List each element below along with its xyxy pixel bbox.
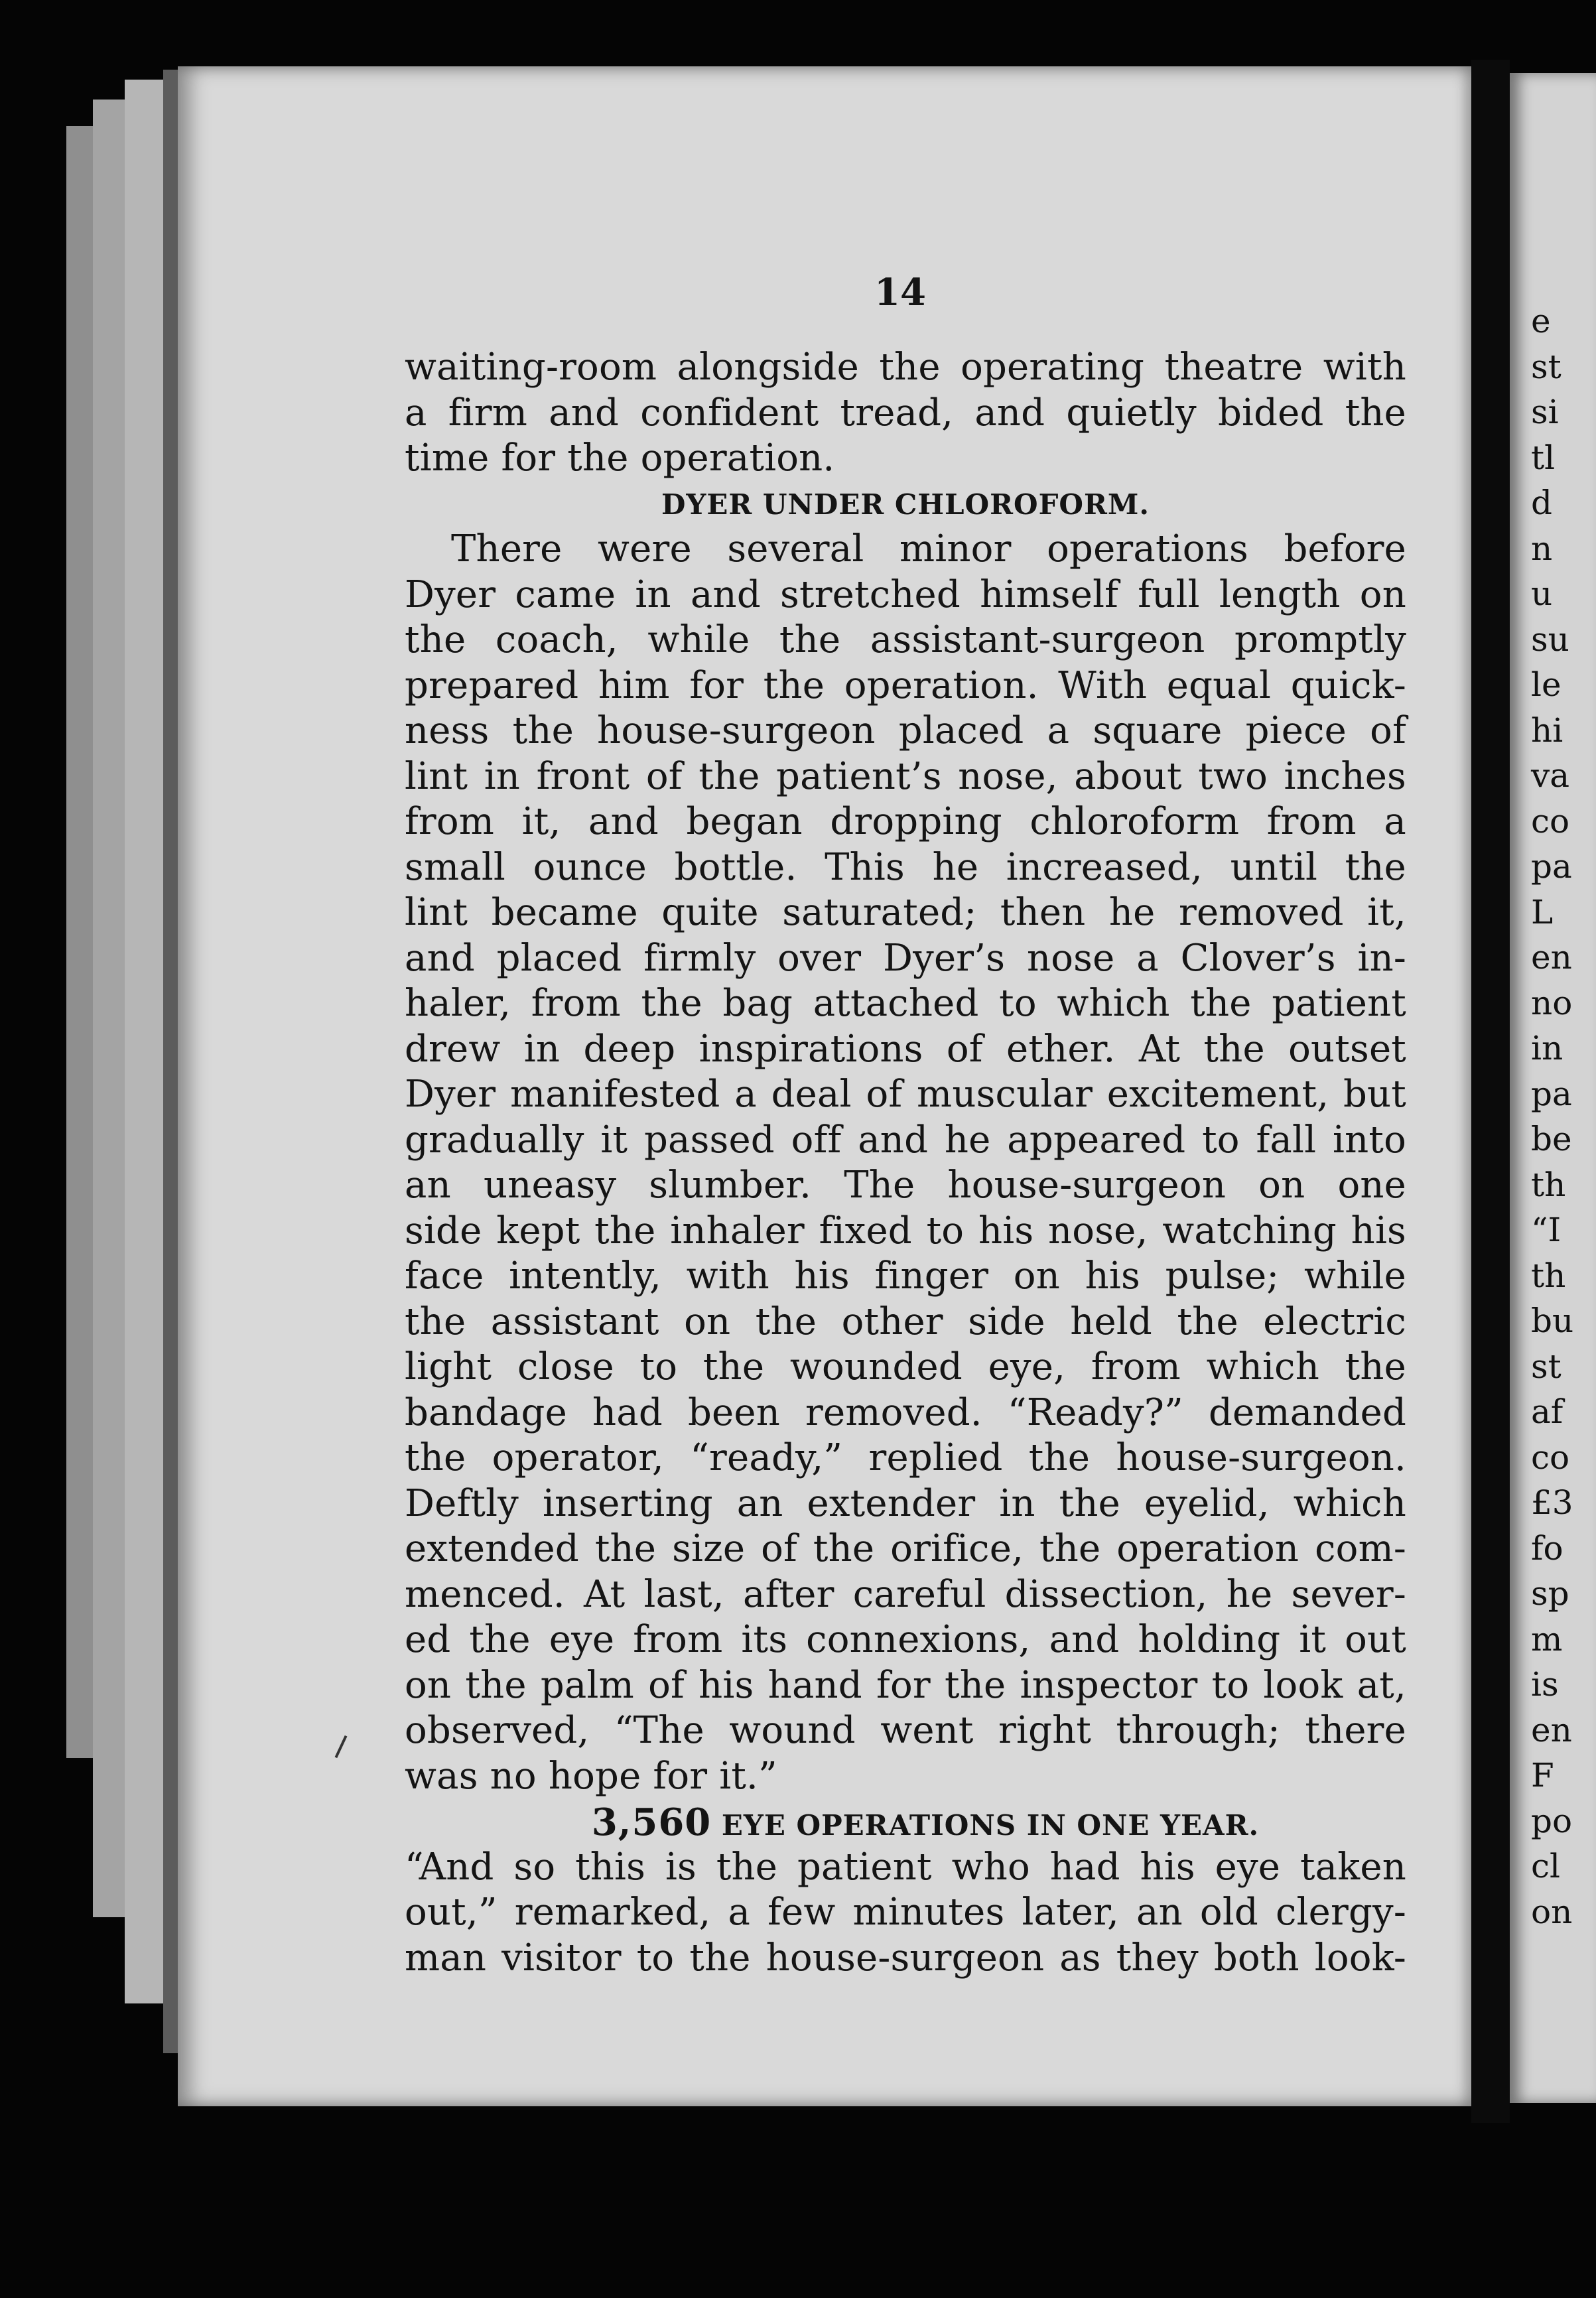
text-line: was no hope for it.” bbox=[405, 1754, 777, 1798]
facing-page-text: d bbox=[1531, 484, 1553, 522]
heading-number: 3,560 bbox=[591, 1800, 712, 1844]
text-line: and placed firmly over Dyer’s nose a Clover’s in- bbox=[405, 936, 1406, 980]
page-edge bbox=[125, 80, 168, 2003]
facing-page-text: hi bbox=[1531, 710, 1563, 750]
facing-page-text: F bbox=[1531, 1756, 1554, 1794]
text-line: drew in deep inspirations of ether. At the outset bbox=[405, 1027, 1406, 1071]
text-line: out,” remarked, a few minutes later, an old clergy- bbox=[405, 1891, 1406, 1934]
facing-page-text: no bbox=[1531, 983, 1573, 1022]
text-line: Deftly inserting an extender in the eyelid, which bbox=[405, 1481, 1406, 1525]
page-edge bbox=[93, 100, 129, 1917]
text-line: extended the size of the orifice, the operation com- bbox=[405, 1527, 1406, 1570]
text-line: gradually it passed off and he appeared to fall into bbox=[405, 1118, 1406, 1162]
facing-page-text: u bbox=[1531, 574, 1553, 613]
text-line: man visitor to the house-surgeon as they both look- bbox=[405, 1936, 1406, 1980]
facing-page-text: st bbox=[1531, 1347, 1562, 1386]
text-line: small ounce bottle. This he increased, until the bbox=[405, 845, 1406, 889]
text-line: observed, “The wound went right through; there bbox=[405, 1709, 1406, 1752]
facing-page-text: e bbox=[1531, 302, 1551, 340]
text-line: face intently, with his finger on his pulse; while bbox=[405, 1254, 1406, 1298]
text-line: light close to the wounded eye, from which the bbox=[405, 1345, 1406, 1388]
text-line: ed the eye from its connexions, and holding it out bbox=[405, 1618, 1406, 1661]
body-paragraph bbox=[405, 527, 1406, 1799]
facing-page-text: co bbox=[1531, 1438, 1570, 1477]
facing-page-text: “I bbox=[1531, 1211, 1562, 1249]
facing-page-text: co bbox=[1531, 801, 1570, 841]
text-line: Dyer manifested a deal of muscular excitement, but bbox=[405, 1073, 1406, 1116]
text-line: bandage had been removed. “Ready?” demanded bbox=[405, 1390, 1406, 1434]
section-heading bbox=[405, 1799, 1406, 1845]
text-line: menced. At last, after careful dissection, he sever- bbox=[405, 1572, 1406, 1616]
text-line: side kept the inhaler fixed to his nose, watching his bbox=[405, 1209, 1406, 1252]
text-line: lint in front of the patient’s nose, about two inches bbox=[405, 754, 1406, 798]
text-line: the coach, while the assistant-surgeon promptly bbox=[405, 618, 1406, 661]
text-line: the operator, “ready,” replied the house-surgeon. bbox=[405, 1436, 1406, 1479]
facing-page-text: cl bbox=[1531, 1847, 1560, 1885]
text-line: the assistant on the other side held the electric bbox=[405, 1300, 1406, 1343]
text-line: lint became quite saturated; then he removed it, bbox=[405, 891, 1406, 934]
facing-page-text: st bbox=[1531, 347, 1562, 386]
text-line: There were several minor operations before bbox=[451, 527, 1406, 571]
tail-paragraph bbox=[405, 1845, 1406, 1982]
intro-paragraph bbox=[405, 345, 1406, 482]
heading-text: EYE OPERATIONS IN ONE YEAR. bbox=[721, 1809, 1260, 1842]
facing-page-text: bu bbox=[1531, 1302, 1574, 1340]
text-line: ness the house-surgeon placed a square piece of bbox=[405, 709, 1406, 752]
text-column bbox=[405, 345, 1406, 1981]
facing-page-text: su bbox=[1531, 620, 1569, 659]
facing-page-text: is bbox=[1531, 1665, 1559, 1704]
facing-page-text: pa bbox=[1531, 847, 1572, 886]
section-heading: DYER UNDER CHLOROFORM. bbox=[661, 488, 1150, 521]
facing-page-text: on bbox=[1531, 1892, 1573, 1931]
facing-page-text: po bbox=[1531, 1801, 1573, 1840]
text-line: an uneasy slumber. The house-surgeon on one bbox=[405, 1164, 1406, 1207]
book-gutter bbox=[1471, 60, 1510, 2123]
text-line: a firm and confident tread, and quietly bided the bbox=[405, 391, 1406, 435]
text-line: on the palm of his hand for the inspector to look at, bbox=[405, 1663, 1406, 1707]
facing-page-text: tl bbox=[1531, 438, 1556, 477]
facing-page-text: £3 bbox=[1531, 1483, 1573, 1522]
facing-page-text: m bbox=[1531, 1619, 1563, 1658]
facing-page-text: be bbox=[1531, 1120, 1572, 1158]
facing-page-text: in bbox=[1531, 1029, 1563, 1067]
facing-page-text: pa bbox=[1531, 1074, 1572, 1113]
facing-page-text: va bbox=[1531, 756, 1570, 795]
facing-page-text: en bbox=[1531, 1710, 1572, 1749]
facing-page-text: en bbox=[1531, 938, 1572, 977]
facing-page-text: th bbox=[1531, 1256, 1566, 1295]
text-line: Dyer came in and stretched himself full length on bbox=[405, 573, 1406, 616]
text-line: time for the operation. bbox=[405, 437, 835, 480]
text-line: haler, from the bag attached to which the patient bbox=[405, 982, 1406, 1025]
page-number: 14 bbox=[874, 271, 926, 314]
facing-page-text: sp bbox=[1531, 1574, 1569, 1613]
text-line: from it, and began dropping chloroform from a bbox=[405, 800, 1406, 843]
facing-page-text: fo bbox=[1531, 1528, 1563, 1568]
facing-page-text: af bbox=[1531, 1392, 1563, 1431]
text-line: prepared him for the operation. With equal quick- bbox=[405, 663, 1406, 707]
facing-page-fragment bbox=[1510, 73, 1596, 2103]
facing-page-text: si bbox=[1531, 393, 1559, 431]
facing-page-text: L bbox=[1531, 892, 1554, 931]
text-line: “And so this is the patient who had his eye taken bbox=[405, 1845, 1406, 1889]
facing-page-text: n bbox=[1531, 529, 1553, 568]
facing-page-text: th bbox=[1531, 1165, 1566, 1204]
facing-page-text: le bbox=[1531, 665, 1562, 704]
text-line: waiting-room alongside the operating theatre with bbox=[405, 346, 1406, 389]
